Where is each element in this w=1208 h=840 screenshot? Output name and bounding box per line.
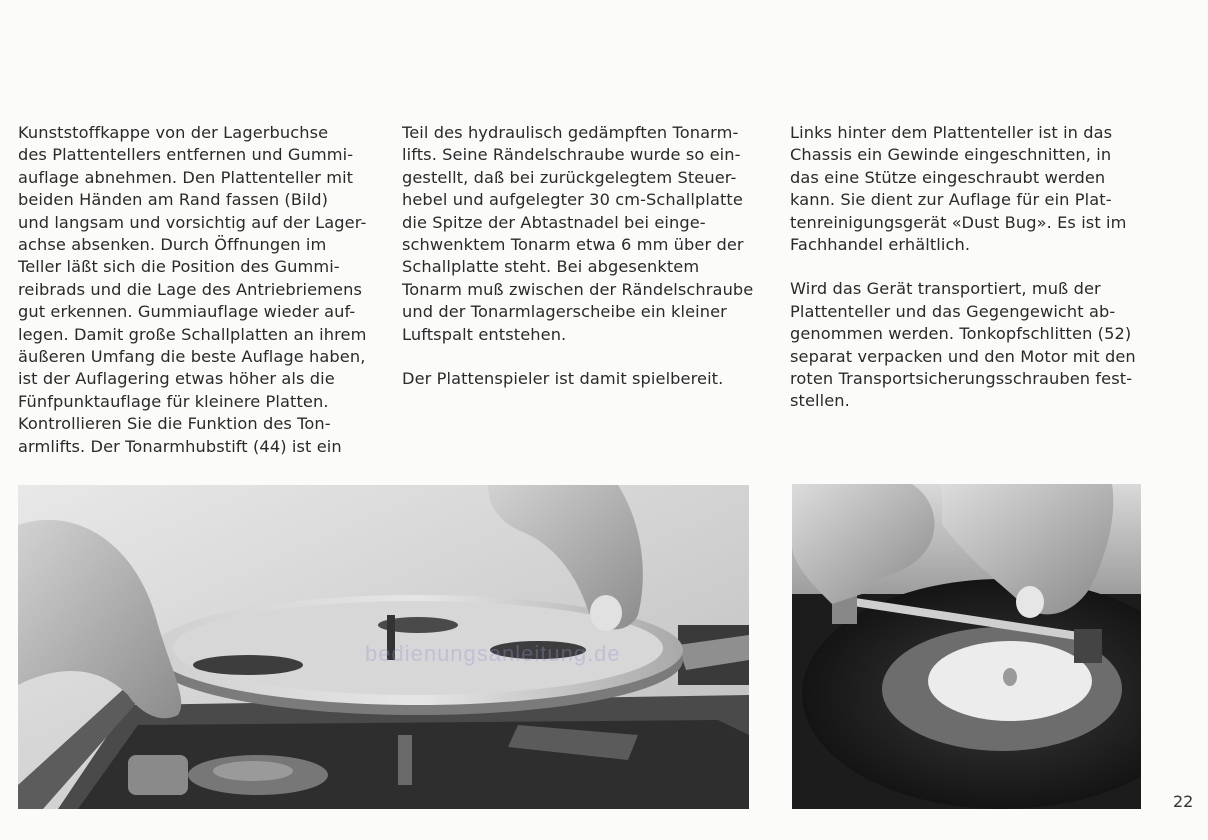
paragraph: Links hinter dem Plattenteller ist in das Chassis ein Gewinde eingeschnitten, in das eine Stütze eingeschraubt werden kann. Sie dient zur Auflage für ein Plat- tenreinigungsgerät «Dust Bug». Es ist im Fachhandel erhältlich. <box>790 123 1127 255</box>
paragraph: Kunststoffkappe von der Lagerbuchse des Plattentellers entfernen und Gummi- auflage abnehmen. Den Plattenteller mit beiden Händen am Rand fassen (Bild) und langsam und vorsichtig auf der Lager- achse absenken. Durch Öffnungen im Teller läßt sich die Position des Gummi- reibrads und die Lage des Antriebriemens gut erkennen. Gummiauflage wieder auf- legen. Damit große Schallplatten an ihrem äußeren Umfang die beste Auflage haben, ist der Auflagering etwas höher als die Fünfpunktauflage für kleinere Platten. Kontrollieren Sie die Funktion des Ton- armlifts. Der Tonarmhubstift (44) ist ein <box>18 123 367 456</box>
text-column-right <box>790 122 1150 413</box>
watermark: bedienungsanleitung.de <box>365 641 621 666</box>
page-number: 22 <box>1173 792 1194 811</box>
paragraph: Der Plattenspieler ist damit spielbereit. <box>402 369 724 389</box>
text-column-middle <box>402 122 762 390</box>
paragraph: Wird das Gerät transportiert, muß der Plattenteller und das Gegengewicht ab- genommen werden. Tonkopfschlitten (52) separat verpacken und den Motor mit den roten Transportsicherungsschrauben fest- stellen. <box>790 279 1136 411</box>
photo-tonearm-record <box>792 484 1141 809</box>
text-column-left <box>18 122 378 458</box>
paragraph: Teil des hydraulisch gedämpften Tonarm- lifts. Seine Rändelschraube wurde so ein- gestellt, daß bei zurückgelegtem Steuer- hebel und aufgelegter 30 cm-Schallplatte die Spitze der Abtastnadel bei einge- schwenktem Tonarm etwa 6 mm über der Schallplatte steht. Bei abgesenktem Tonarm muß zwischen der Rändelschraube und der Tonarmlagerscheibe ein kleiner Luftspalt entstehen. <box>402 123 754 344</box>
